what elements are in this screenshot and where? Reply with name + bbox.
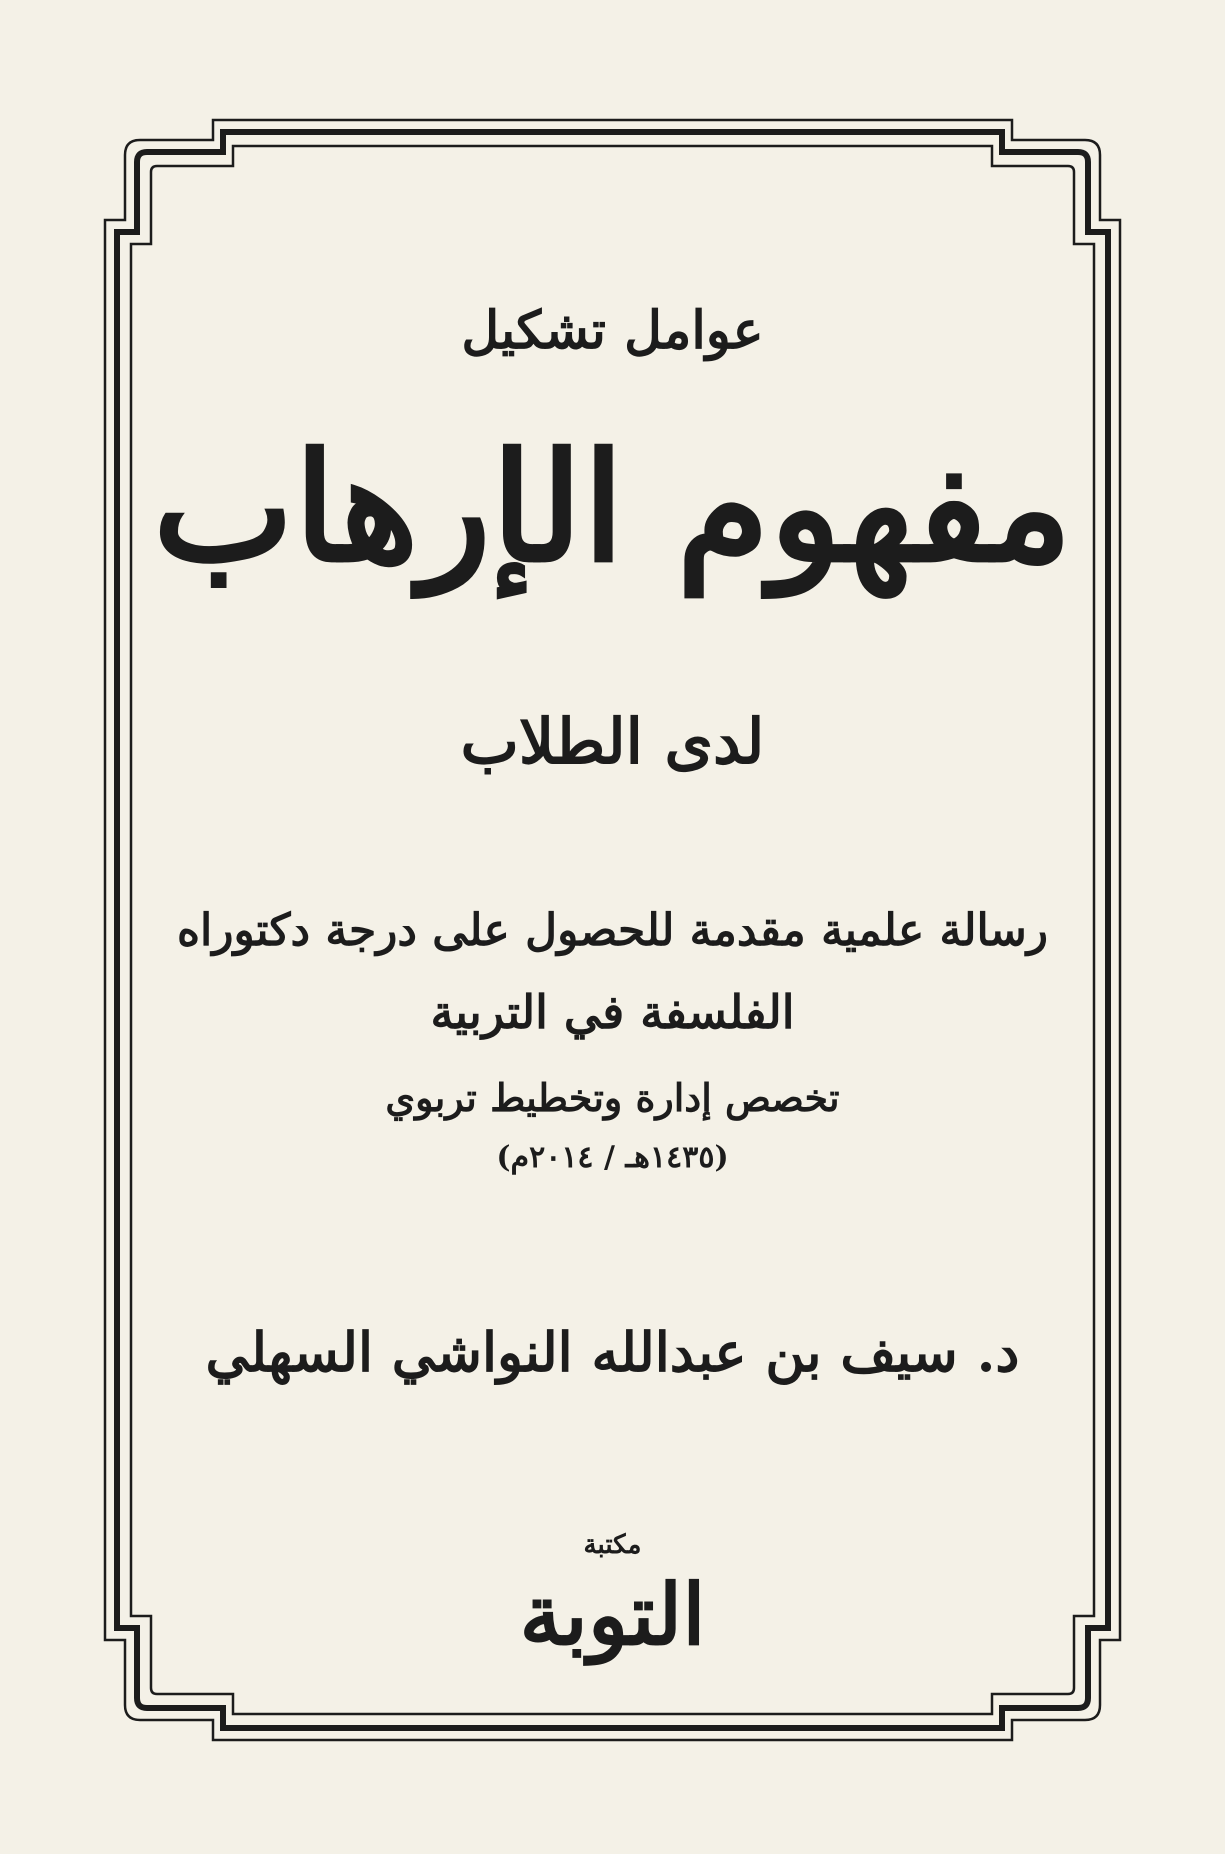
thesis-date: (١٤٣٥هـ / ٢٠١٤م)	[496, 1140, 729, 1175]
thesis-field: الفلسفة في التربية	[430, 985, 795, 1039]
thesis-description: رسالة علمية مقدمة للحصول على درجة دكتوراه	[176, 905, 1049, 956]
subtitle: لدى الطلاب	[460, 705, 765, 778]
publisher-logo-text: التوبة	[519, 1565, 706, 1664]
publisher-prefix: مكتبة	[583, 1530, 642, 1560]
thesis-specialization: تخصص إدارة وتخطيط تربوي	[385, 1075, 840, 1120]
author-name: د. سيف بن عبدالله النواشي السهلي	[205, 1320, 1020, 1384]
main-title: مفهوم الإرهاب	[152, 420, 1073, 596]
series-title: عوامل تشكيل	[461, 300, 764, 361]
